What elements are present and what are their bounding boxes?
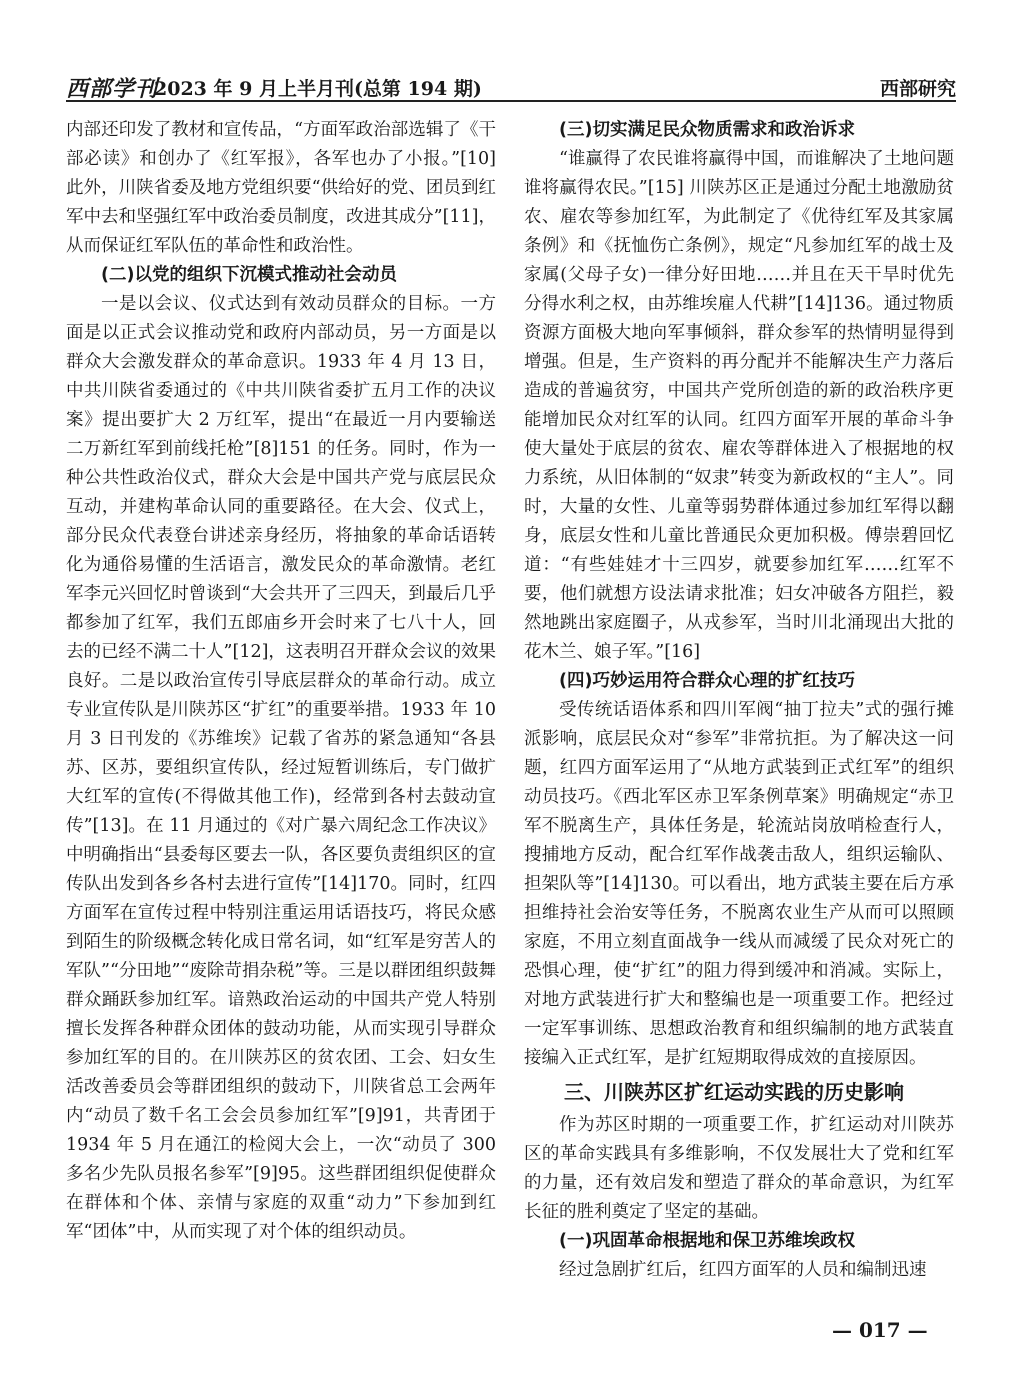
paragraph: “谁赢得了农民谁将赢得中国，而谁解决了土地问题谁将赢得农民。”[15] 川陕苏区正是通过分配土地激励贫农、雇农等参加红军，为此制定了《优待红军及其家属条例》和《抚恤伤亡条例》，规定“凡参加红军的战士及家属(父母子女)一律分好田地……并且在天干旱时优先分得水利之权，由苏维埃雇人代耕”[14]136。通过物质资源方面极大地向军事倾斜，群众参军的热情明显得到增强。但是，生产资料的再分配并不能解决生产力落后造成的普遍贫穷，中国共产党所创造的新的政治秩序更能增加民众对红军的认同。红四方面军开展的革命斗争使大量处于底层的贫农、雇农等群体进入了根据地的权力系统，从旧体制的“奴隶”转变为新政权的“主人”。同时，大量的女性、儿童等弱势群体通过参加红军得以翻身，底层女性和儿童比普通民众更加积极。傅崇碧回忆道：“有些娃娃才十三四岁，就要参加红军……红军不要，他们就想方设法请求批准；妇女冲破各方阻拦，毅然地跳出家庭圈子，从戎参军，当时川北涌现出大批的花木兰、娘子军。”[16]	[524, 149, 954, 662]
page-number: — 017 —	[832, 1318, 928, 1342]
right-column	[524, 116, 954, 1285]
section-heading: 三、川陕苏区扩红运动实践的历史影响	[564, 1080, 904, 1104]
subsection-heading: (三)切实满足民众物质需求和政治诉求	[559, 120, 855, 140]
paragraph: 内部还印发了教材和宣传品，“方面军政治部选辑了《干部必读》和创办了《红军报》，各军也办了小报。”[10] 此外，川陕省委及地方党组织要“供给好的党、团员到红军中去和坚强红军中政治委员制度，改进其成分”[11]，从而保证红军队伍的革命性和政治性。	[66, 120, 496, 256]
paragraph: 经过急剧扩红后，红四方面军的人员和编制迅速	[559, 1260, 927, 1280]
subsection-heading: (二)以党的组织下沉模式推动社会动员	[101, 265, 397, 285]
page-header	[66, 60, 956, 102]
paragraph: 作为苏区时期的一项重要工作，扩红运动对川陕苏区的革命实践具有多维影响，不仅发展壮大了党和红军的力量，还有效启发和塑造了群众的革命意识，为红军长征的胜利奠定了坚定的基础。	[524, 1115, 954, 1222]
journal-logo: 西部学刊	[66, 76, 159, 102]
left-column	[66, 116, 496, 1247]
paragraph: 受传统话语体系和四川军阀“抽丁拉夫”式的强行摊派影响，底层民众对“参军”非常抗拒。为了解决这一问题，红四方面军运用了“从地方武装到正式红军”的组织动员技巧。《西北军区赤卫军条例草案》明确规定“赤卫军不脱离生产，具体任务是，轮流站岗放哨检查行人，搜捕地方反动，配合红军作战袭击敌人，组织运输队、担架队等”[14]130。可以看出，地方武装主要在后方承担维持社会治安等任务，不脱离农业生产从而可以照顾家庭，不用立刻直面战争一线从而减缓了民众对死亡的恐惧心理，使“扩红”的阻力得到缓冲和消减。实际上，对地方武装进行扩大和整编也是一项重要工作。把经过一定军事训练、思想政治教育和组织编制的地方武装直接编入正式红军，是扩红短期取得成效的直接原因。	[524, 700, 954, 1068]
subsection-heading: (一)巩固革命根据地和保卫苏维埃政权	[559, 1231, 855, 1251]
issue-info: 2023 年 9 月上半月刊(总第 194 期)	[154, 78, 482, 100]
paragraph: 一是以会议、仪式达到有效动员群众的目标。一方面是以正式会议推动党和政府内部动员，另一方面是以群众大会激发群众的革命意识。1933 年 4 月 13 日，中共川陕省委通过的《中共川陕省委扩五月工作的决议案》提出要扩大 2 万红军，提出“在最近一月内要输送二万新红军到前线托枪”[8]151 的任务。同时，作为一种公共性政治仪式，群众大会是中国共产党与底层民众互动，并建构革命认同的重要路径。在大会、仪式上，部分民众代表登台讲述亲身经历，将抽象的革命话语转化为通俗易懂的生活语言，激发民众的革命激情。老红军李元兴回忆时曾谈到“大会共开了三四天，到最后几乎都参加了红军，我们五郎庙乡开会时来了七八十人，回去的已经不满二十人”[12]，这表明召开群众会议的效果良好。二是以政治宣传引导底层群众的革命行动。成立专业宣传队是川陕苏区“扩红”的重要举措。1933 年 10 月 3 日刊发的《苏维埃》记载了省苏的紧急通知“各县苏、区苏，要组织宣传队，经过短暂训练后，专门做扩大红军的宣传(不得做其他工作)，经常到各村去鼓动宣传”[13]。在 11 月通过的《对广暴六周纪念工作决议》中明确指出“县委每区要去一队，各区要负责组织区的宣传队出发到各乡各村去进行宣传”[14]170。同时，红四方面军在宣传过程中特别注重运用话语技巧，将民众感到陌生的阶级概念转化成日常名词，如“红军是穷苦人的军队”“分田地”“废除苛捐杂税”等。三是以群团组织鼓舞群众踊跃参加红军。谙熟政治运动的中国共产党人特别擅长发挥各种群众团体的鼓动功能，从而实现引导群众参加红军的目的。在川陕苏区的贫农团、工会、妇女生活改善委员会等群团组织的鼓动下，川陕省总工会两年内“动员了数千名工会会员参加红军”[9]91，共青团于 1934 年 5 月在通江的检阅大会上，一次“动员了 300 多名少先队员报名参军”[9]95。这些群团组织促使群众在群体和个体、亲情与家庭的双重“动力”下参加到红军“团体”中，从而实现了对个体的组织动员。	[66, 294, 496, 1242]
section-name: 西部研究	[879, 78, 956, 100]
subsection-heading: (四)巧妙运用符合群众心理的扩红技巧	[559, 671, 855, 691]
